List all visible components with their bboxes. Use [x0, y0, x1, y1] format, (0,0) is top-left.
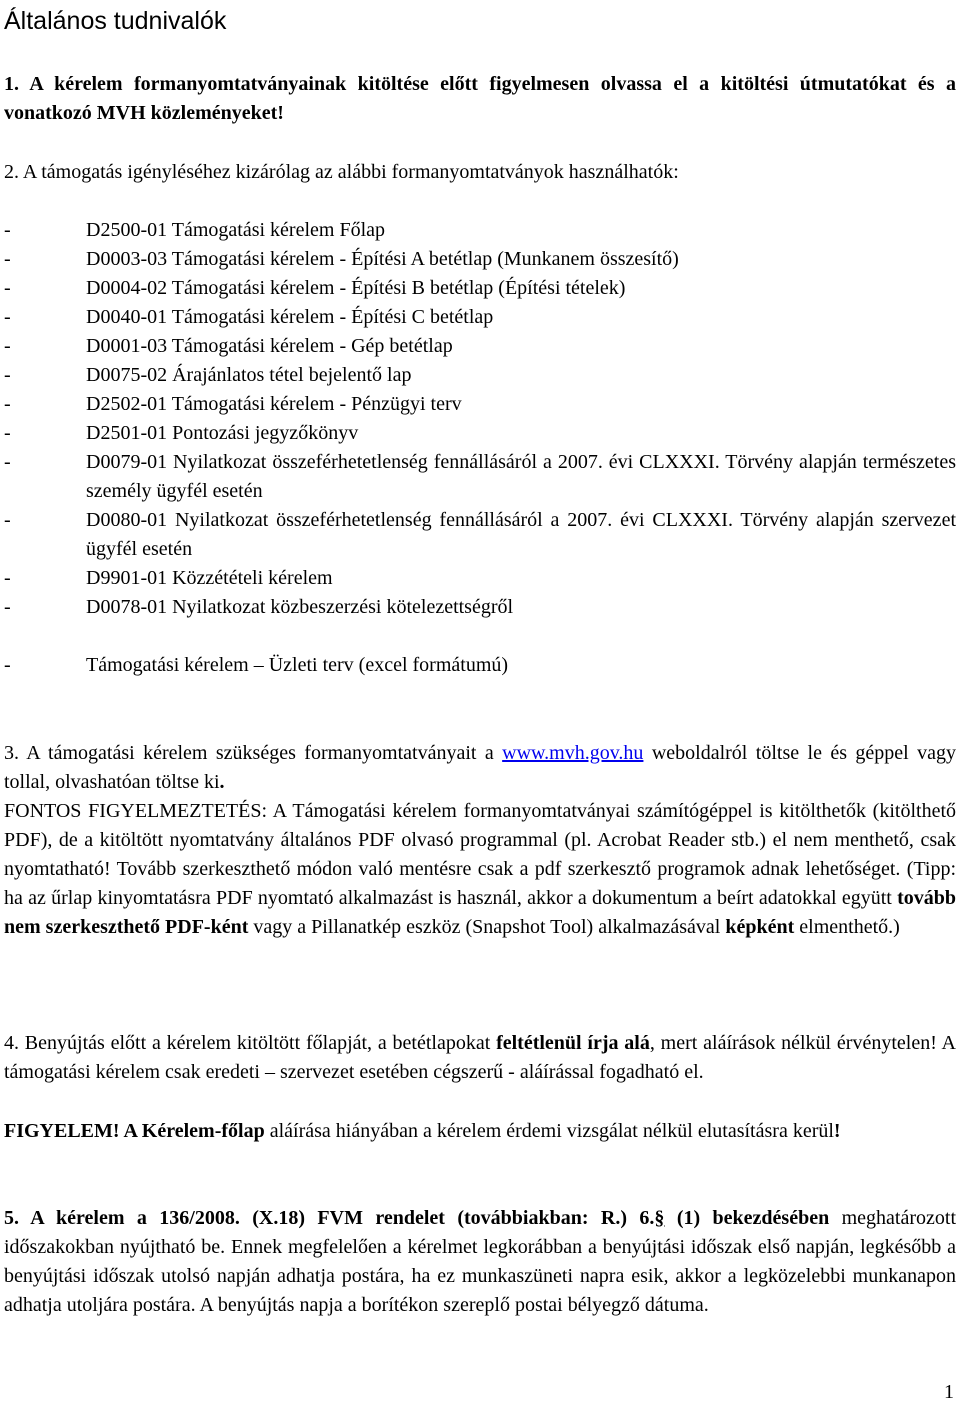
warning-emphasis: tovább nem szerkeszthető PDF-ként	[4, 887, 956, 938]
paragraph-sign: §	[654, 1207, 665, 1229]
paragraph-4-text: , mert aláírások nélkül érvénytelen! A támogatási kérelem csak eredeti – szervezet esetében cégszerű - aláírással fogadható el.	[4, 1032, 956, 1083]
list-dash: -	[4, 306, 11, 328]
list-dash: -	[4, 567, 11, 589]
mvh-website-link[interactable]: www.mvh.gov.hu	[502, 742, 644, 764]
list-item-text: Támogatási kérelem – Üzleti terv (excel formátumú)	[86, 654, 509, 676]
warning-text: elmenthető.)	[794, 916, 900, 938]
list-item-text: D0003-03 Támogatási kérelem - Építési A betétlap (Munkanem összesítő)	[86, 248, 679, 270]
paragraph-1-text: 1. A kérelem formanyomtatványainak kitöltése előtt figyelmesen olvassa el a kitöltési útmutatókat és a vonatkozó MVH közleményeket!	[4, 73, 956, 124]
paragraph-5	[4, 1204, 956, 1320]
attention-emphasis: !	[833, 1120, 841, 1142]
list-dash: -	[4, 335, 11, 357]
list-item-text: D0078-01 Nyilatkozat közbeszerzési kötelezettségről	[86, 596, 514, 618]
list-item-text: D0040-01 Támogatási kérelem - Építési C betétlap	[86, 306, 494, 328]
list-dash: -	[4, 596, 11, 618]
list-item-text: D2501-01 Pontozási jegyzőkönyv	[86, 422, 359, 444]
warning-text: FONTOS FIGYELMEZTETÉS: A Támogatási kérelem formanyomtatványai számítógéppel is kitölthetők (kitölthető PDF), de a kitöltött nyomtatvány általános PDF olvasó programmal (pl. Acrobat Reader stb.) el nem menthető, csak nyomtatható! Tovább szerkeszthető módon való mentésre csak a pdf szerkesztő programok adnak lehetőséget. (Tipp: ha az űrlap kinyomtatásra PDF nyomtató alkalmazást is használ, akkor a dokumentum a beírt adatokkal együtt	[4, 800, 956, 909]
list-item	[4, 390, 956, 419]
list-item	[4, 506, 956, 564]
list-item	[4, 651, 956, 680]
paragraph-2-text: 2. A támogatás igényléséhez kizárólag az alábbi formanyomtatványok használhatók:	[4, 161, 679, 183]
attention-emphasis: FIGYELEM! A Kérelem-főlap	[4, 1120, 265, 1142]
attention-paragraph	[4, 1117, 956, 1146]
list-item	[4, 448, 956, 506]
list-dash: -	[4, 509, 11, 531]
list-item	[4, 303, 956, 332]
list-dash: -	[4, 364, 11, 386]
warning-text: vagy a Pillanatkép eszköz (Snapshot Tool) alkalmazásával	[248, 916, 726, 938]
paragraph-4	[4, 1029, 956, 1087]
form-list	[4, 216, 956, 680]
list-dash: -	[4, 654, 11, 676]
list-item-text: D2502-01 Támogatási kérelem - Pénzügyi terv	[86, 393, 462, 415]
paragraph-3-period: .	[219, 771, 225, 793]
page-title: Általános tudnivalók	[4, 7, 227, 35]
list-item	[4, 419, 956, 448]
paragraph-4-emphasis: feltétlenül írja alá	[496, 1032, 650, 1054]
warning-emphasis: képként	[725, 916, 795, 938]
paragraph-5-emphasis: 5. A kérelem a 136/2008. (X.18) FVM rendelet (továbbiakban: R.) 6.	[4, 1207, 655, 1229]
list-item-text: D0079-01 Nyilatkozat összeférhetetlenség fennállásáról a 2007. évi CLXXXI. Törvény alapján természetes személy ügyfél esetén	[86, 451, 956, 502]
list-item	[4, 361, 956, 390]
list-item	[4, 216, 956, 245]
list-item-text: D2500-01 Támogatási kérelem Főlap	[86, 219, 386, 241]
paragraph-3	[4, 739, 956, 797]
list-item-text: D0080-01 Nyilatkozat összeférhetetlenség fennállásáról a 2007. évi CLXXXI. Törvény alapján szervezet ügyfél esetén	[86, 509, 956, 560]
list-dash: -	[4, 277, 11, 299]
list-item-text: D0004-02 Támogatási kérelem - Építési B betétlap (Építési tételek)	[86, 277, 626, 299]
list-item	[4, 564, 956, 593]
paragraph-3-text: 3. A támogatási kérelem szükséges formanyomtatványait a	[4, 742, 503, 764]
paragraph-5-text: meghatározott időszakokban nyújtható be. Ennek megfelelően a kérelmet legkorábban a benyújtási időszak első napján, legkésőbb a benyújtási időszak utolsó napján adhatja postára, ha ez munkaszüneti napra esik, akkor a legközelebbi munkanapon adhatja utoljára postára. A benyújtás napja a borítékon szereplő postai bélyegző dátuma.	[4, 1207, 956, 1316]
list-item	[4, 593, 956, 622]
list-dash: -	[4, 393, 11, 415]
important-warning-paragraph	[4, 797, 956, 942]
list-dash: -	[4, 248, 11, 270]
paragraph-1	[4, 70, 956, 128]
list-item	[4, 332, 956, 361]
list-item	[4, 274, 956, 303]
list-dash: -	[4, 422, 11, 444]
list-item-text: D9901-01 Közzétételi kérelem	[86, 567, 333, 589]
list-dash: -	[4, 451, 11, 473]
paragraph-3-text: weboldalról töltse le és géppel vagy tollal, olvashatóan töltse ki	[4, 742, 956, 793]
page-number: 1	[944, 1381, 954, 1403]
paragraph-4-text: 4. Benyújtás előtt a kérelem kitöltött főlapját, a betétlapokat	[4, 1032, 497, 1054]
list-item-text: D0001-03 Támogatási kérelem - Gép betétlap	[86, 335, 453, 357]
list-item-text: D0075-02 Árajánlatos tétel bejelentő lap	[86, 364, 412, 386]
paragraph-2	[4, 158, 956, 187]
list-item	[4, 245, 956, 274]
attention-text: aláírása hiányában a kérelem érdemi vizsgálat nélkül elutasításra kerül	[264, 1120, 834, 1142]
list-dash: -	[4, 219, 11, 241]
paragraph-5-emphasis: (1) bekezdésében	[664, 1207, 830, 1229]
